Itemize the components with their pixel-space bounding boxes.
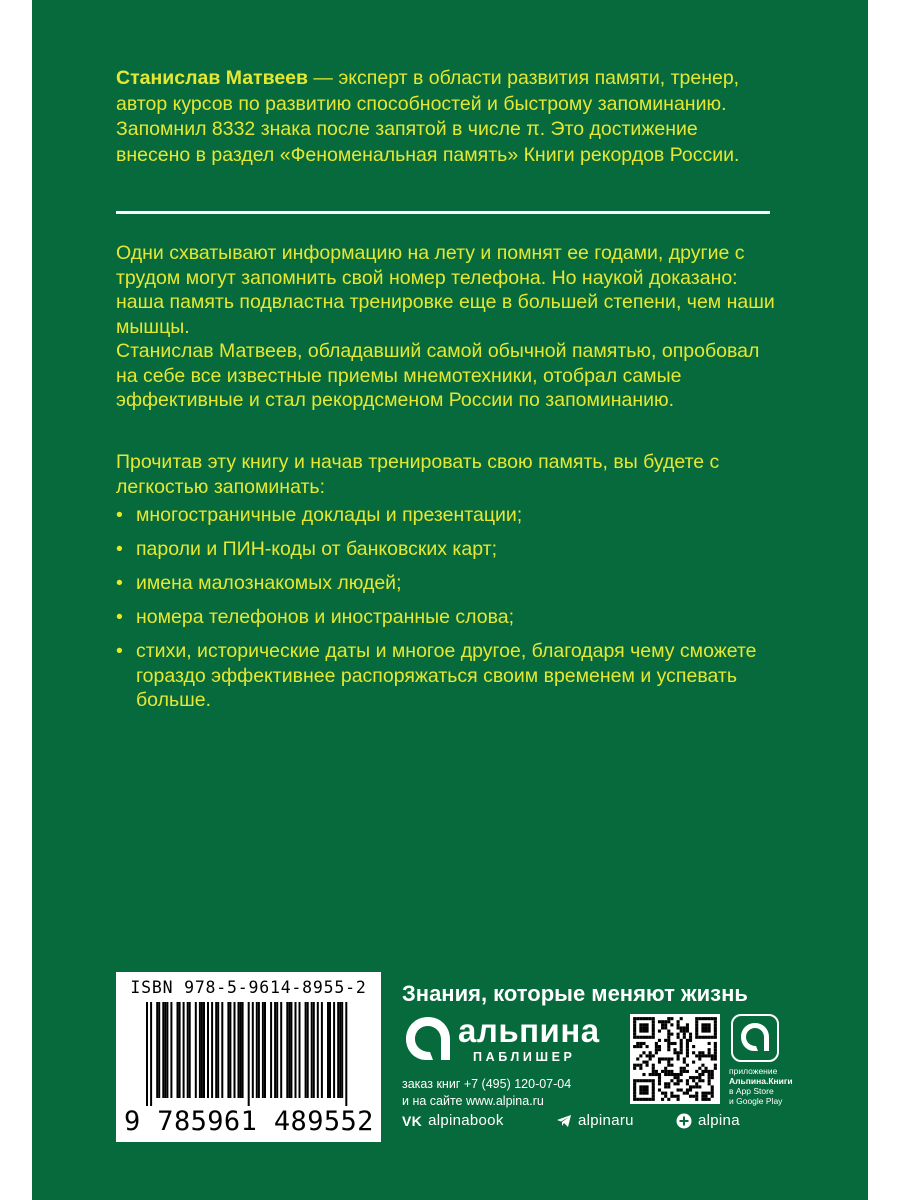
bullet-icon: •: [116, 504, 123, 526]
list-item: • многостраничные доклады и презентации;: [116, 504, 523, 526]
publisher-slogan: Знания, которые меняют жизнь: [402, 981, 748, 1006]
social-telegram[interactable]: alpinaru: [556, 1112, 634, 1129]
order-website: и на сайте www.alpina.ru: [402, 1094, 544, 1108]
app-icon[interactable]: [731, 1014, 779, 1062]
qr-code-icon[interactable]: [630, 1014, 720, 1104]
vk-icon: VK: [402, 1112, 423, 1129]
divider-line: [116, 211, 770, 214]
author-bio-text: — эксперт в области развития памяти, тренер, автор курсов по развитию способностей и быстрому запоминанию. Запомнил 8332 знака после запятой в числе π. Это достижение внесено в раздел «Феноменальная память» Книги рекордов России.: [116, 67, 740, 166]
bullet-icon: •: [116, 572, 123, 594]
bullet-icon: •: [116, 640, 123, 662]
list-item: • номера телефонов и иностранные слова;: [116, 606, 514, 628]
bullet-icon: •: [116, 538, 123, 560]
list-item: • имена малознакомых людей;: [116, 572, 402, 594]
order-info: [402, 1076, 571, 1110]
barcode-digits: 9 785961 489552: [124, 1106, 374, 1137]
barcode-panel: [116, 972, 381, 1142]
author-bio: [116, 66, 776, 168]
description-paragraph-2: Станислав Матвеев, обладавший самой обычной памятью, опробовал на себе все известные приемы мнемотехники, отобрал самые эффективные и стал рекордсменом России по запоминанию.: [116, 340, 760, 411]
social-vk[interactable]: VK alpinabook: [402, 1112, 504, 1129]
author-name: Станислав Матвеев: [116, 67, 309, 89]
isbn-number: ISBN 978-5-9614-8955-2: [130, 978, 367, 997]
description-paragraph-1: Одни схватывают информацию на лету и помнят ее годами, другие с трудом могут запомнить свой номер телефона. Но наукой доказано: наша память подвластна тренировке еще в большей степени, чем наши мышцы.: [116, 242, 775, 338]
barcode-icon: [146, 1002, 352, 1106]
alpina-logo-icon: [403, 1014, 453, 1064]
bullet-icon: •: [116, 606, 123, 628]
publisher-subname: ПАБЛИШЕР: [473, 1050, 576, 1064]
alpina-app-icon: [733, 1016, 777, 1060]
benefits-intro: Прочитав эту книгу и начав тренировать свою память, вы будете с легкостью запоминать:: [116, 451, 720, 498]
list-item: • пароли и ПИН-коды от банковских карт;: [116, 538, 497, 560]
order-phone: заказ книг +7 (495) 120-07-04: [402, 1077, 572, 1091]
list-item: • стихи, исторические даты и многое другое, благодаря чему сможете гораздо эффективнее распоряжаться своим временем и успевать больше.: [116, 640, 757, 711]
benefits-list: [116, 503, 776, 722]
publisher-name: альпина: [458, 1012, 600, 1049]
plus-circle-icon: [676, 1113, 692, 1129]
app-store-info: приложение Альпина.Книги в App Store и Google Play: [729, 1066, 793, 1106]
telegram-icon: [556, 1114, 572, 1128]
social-other[interactable]: alpina: [676, 1112, 740, 1129]
